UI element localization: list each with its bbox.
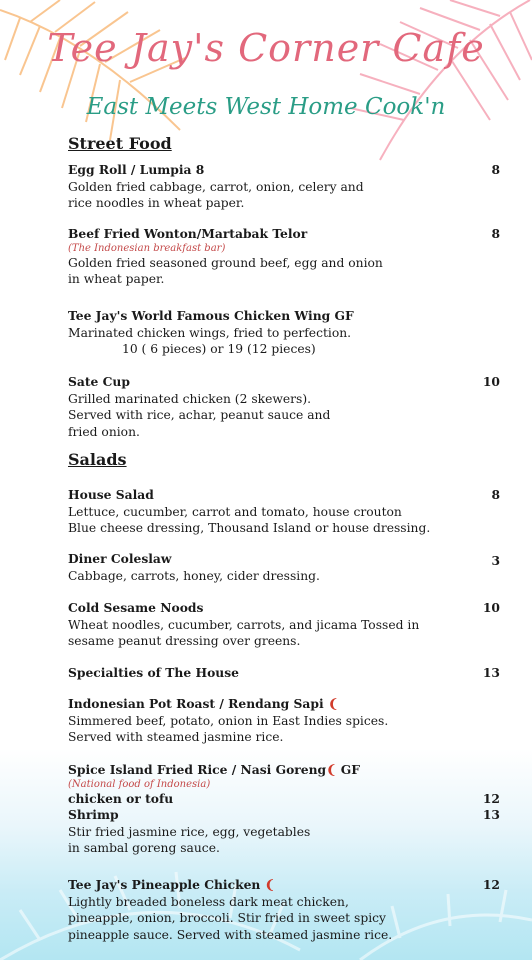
- item-description: Grilled marinated chicken (2 skewers).: [68, 391, 312, 406]
- item-price: 8: [491, 226, 500, 241]
- menu-item-diner-coleslaw: [68, 551, 500, 584]
- item-option: Shrimp: [68, 807, 119, 822]
- item-name: Indonesian Pot Roast / Rendang Sapi: [68, 696, 324, 711]
- palm-frond-left-decoration: [0, 0, 190, 150]
- section-title-street-food: Street Food: [68, 134, 172, 153]
- item-name: House Salad: [68, 487, 154, 502]
- chili-pepper-icon: ❨: [264, 877, 275, 892]
- menu-item-house-salad: [68, 487, 500, 537]
- item-price: 10: [482, 374, 500, 389]
- item-description: pineapple sauce. Served with steamed jasmine rice.: [68, 927, 393, 942]
- item-description: in sambal goreng sauce.: [68, 841, 220, 855]
- item-name: Beef Fried Wonton/Martabak Telor: [68, 226, 308, 241]
- item-name: Tee Jay's World Famous Chicken Wing GF: [68, 308, 354, 323]
- item-description: Stir fried jasmine rice, egg, vegetables: [68, 824, 311, 839]
- menu-item-egg-roll: [68, 162, 500, 212]
- menu-item-rendang-sapi: [68, 696, 500, 746]
- item-name: Cold Sesame Noods: [68, 600, 204, 615]
- cafe-title: Tee Jay's Corner Cafe: [47, 26, 485, 70]
- chili-pepper-icon: ❨: [327, 696, 339, 711]
- item-note: (National food of Indonesia): [68, 778, 211, 790]
- section-title-salads: Salads: [68, 450, 127, 469]
- item-option-price: 12: [482, 790, 500, 806]
- item-description: sesame peanut dressing over greens.: [68, 634, 301, 648]
- menu-item-sate-cup: [68, 374, 500, 440]
- item-description: rice noodles in wheat paper.: [68, 196, 245, 210]
- item-description: fried onion.: [68, 424, 140, 439]
- item-description: Served with steamed jasmine rice.: [68, 730, 284, 744]
- section-specialties-header: [68, 665, 500, 682]
- item-price: 12: [482, 877, 500, 892]
- menu-item-chicken-wing: [68, 308, 500, 358]
- item-name: Spice Island Fried Rice / Nasi Goreng: [68, 762, 327, 777]
- item-description: Served with rice, achar, peanut sauce and: [68, 408, 331, 422]
- item-description: Marinated chicken wings, fried to perfection.: [68, 325, 352, 340]
- item-description: Wheat noodles, cucumber, carrots, and jicama Tossed in: [68, 617, 420, 632]
- item-price: 8: [491, 162, 500, 177]
- item-price: 10: [482, 600, 500, 615]
- chili-pepper-icon: ❨: [326, 762, 337, 777]
- item-description: Golden fried cabbage, carrot, onion, celery and: [68, 179, 364, 194]
- menu-item-nasi-goreng: [68, 762, 500, 857]
- item-name: Tee Jay's Pineapple Chicken: [68, 877, 261, 892]
- cafe-subtitle: East Meets West Home Cook'n: [86, 94, 446, 120]
- item-description: Lightly breaded boneless dark meat chicken,: [68, 894, 349, 909]
- section-price: 13: [482, 665, 500, 680]
- item-name: Egg Roll / Lumpia 8: [68, 162, 205, 177]
- section-title-specialties: Specialties of The House: [68, 665, 239, 680]
- item-description: in wheat paper.: [68, 272, 165, 286]
- item-description: pineapple, onion, broccoli. Stir fried in sweet spicy: [68, 911, 386, 925]
- item-price: 8: [491, 487, 500, 502]
- item-name: Diner Coleslaw: [68, 551, 172, 566]
- item-note: (The Indonesian breakfast bar): [68, 242, 226, 254]
- item-description: Cabbage, carrots, honey, cider dressing.: [68, 568, 320, 583]
- menu-item-beef-wonton: [68, 226, 500, 288]
- item-option-price: 13: [482, 807, 500, 822]
- item-description: Lettuce, cucumber, carrot and tomato, house crouton: [68, 504, 402, 519]
- item-tag: GF: [340, 762, 360, 777]
- menu-item-cold-sesame-noods: [68, 600, 500, 650]
- item-description: Blue cheese dressing, Thousand Island or house dressing.: [68, 521, 431, 535]
- item-pricing-options: 10 ( 6 pieces) or 19 (12 pieces): [122, 342, 316, 356]
- item-description: Golden fried seasoned ground beef, egg and onion: [68, 255, 383, 270]
- menu-item-pineapple-chicken: [68, 877, 500, 943]
- item-price: 3: [491, 553, 500, 568]
- item-description: Simmered beef, potato, onion in East Indies spices.: [68, 713, 389, 728]
- item-option: chicken or tofu: [68, 790, 174, 806]
- item-name: Sate Cup: [68, 374, 130, 389]
